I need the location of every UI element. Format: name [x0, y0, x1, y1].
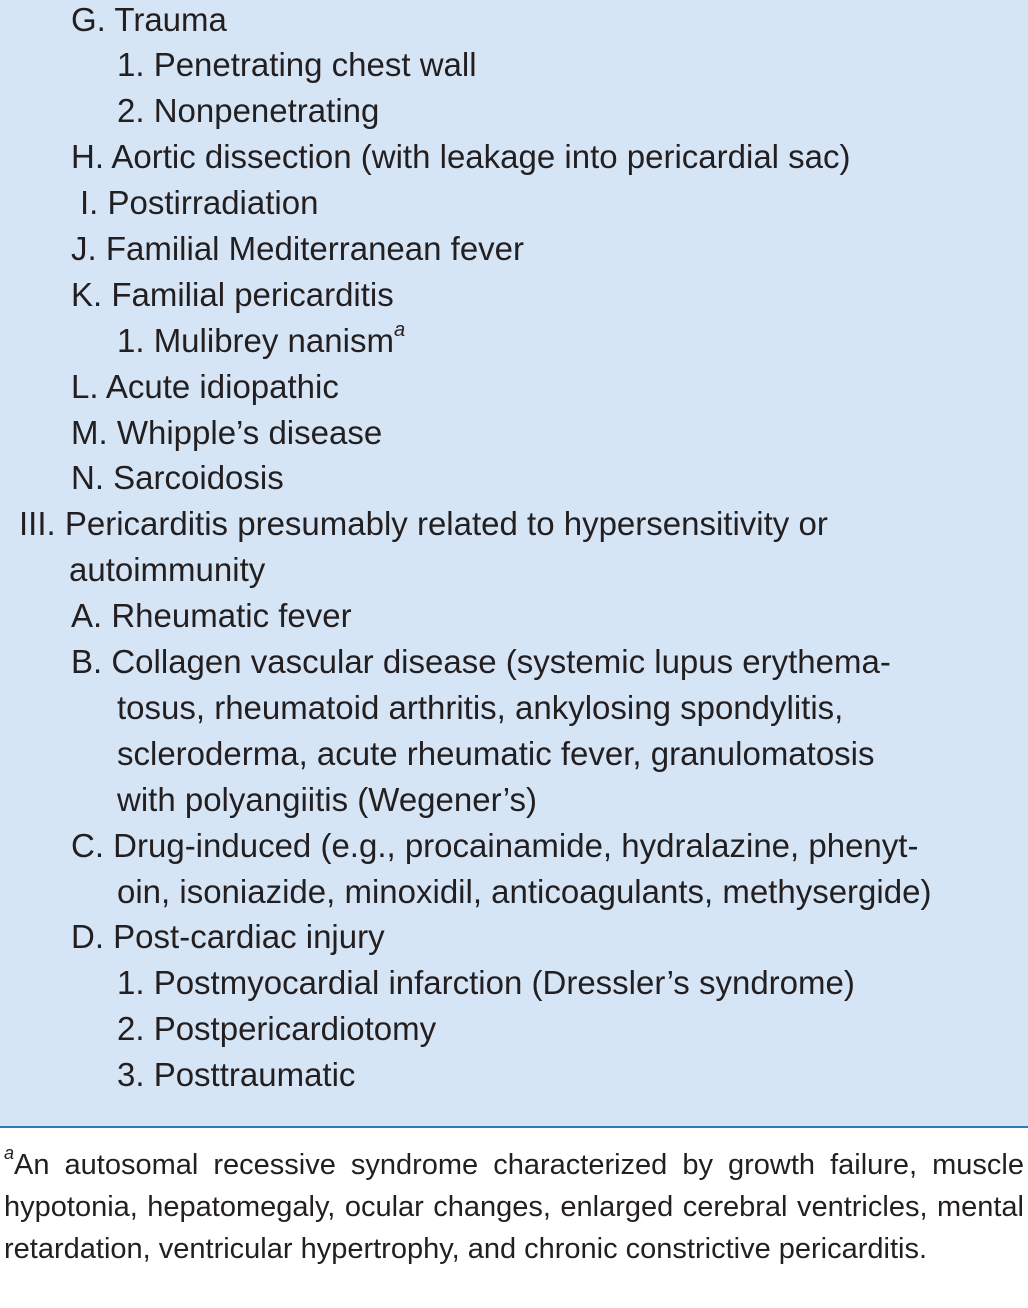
outline-item-d2: 2. Postpericardiotomy	[117, 1010, 437, 1047]
footnote-text: An autosomal recessive syndrome characterized by growth failure, muscle hypotonia, hepatomegaly, ocular changes, enlarged cerebral ventricles, mental retardation, ventricular hypertrophy, and chronic constrictive pericarditis.	[4, 1149, 1024, 1265]
outline-item-c-cont: oin, isoniazide, minoxidil, anticoagulants, methysergide)	[117, 873, 932, 910]
outline-item-k: K. Familial pericarditis	[71, 276, 394, 313]
outline-item-m: M. Whipple’s disease	[71, 414, 383, 451]
outline-item-n: N. Sarcoidosis	[71, 459, 284, 496]
outline-item-b-cont: scleroderma, acute rheumatic fever, granulomatosis	[117, 735, 875, 772]
outline-item-d: D. Post-cardiac injury	[71, 918, 385, 955]
outline-item-iii: III. Pericarditis presumably related to hypersensitivity or	[19, 505, 828, 542]
outline-item-k1	[117, 321, 405, 361]
outline-item-g: G. Trauma	[71, 1, 227, 38]
outline-item-g1: 1. Penetrating chest wall	[117, 46, 477, 83]
footnote-reference-marker: a	[393, 319, 406, 341]
table-footnote	[4, 1144, 1024, 1270]
outline-item-b-cont: tosus, rheumatoid arthritis, ankylosing spondylitis,	[117, 689, 844, 726]
outline-item-d1: 1. Postmyocardial infarction (Dressler’s syndrome)	[117, 964, 855, 1001]
footnote-marker: a	[4, 1143, 15, 1164]
outline-item-b-cont: with polyangiitis (Wegener’s)	[117, 781, 538, 818]
outline-item-c: C. Drug-induced (e.g., procainamide, hydralazine, phenyt-	[71, 827, 919, 864]
outline-item-j: J. Familial Mediterranean fever	[71, 230, 525, 267]
outline-item-g2: 2. Nonpenetrating	[117, 92, 380, 129]
table-bottom-rule	[0, 1126, 1028, 1128]
outline-item-h: H. Aortic dissection (with leakage into pericardial sac)	[71, 138, 851, 175]
outline-item-l: L. Acute idiopathic	[71, 368, 339, 405]
outline-item-b: B. Collagen vascular disease (systemic lupus erythema-	[71, 643, 891, 680]
outline-item-i: I. Postirradiation	[80, 184, 319, 221]
outline-item-k1-text: 1. Mulibrey nanism	[117, 322, 394, 359]
outline-item-a: A. Rheumatic fever	[71, 597, 352, 634]
outline-item-d3: 3. Posttraumatic	[117, 1056, 356, 1093]
outline-item-iii-cont: autoimmunity	[69, 551, 266, 588]
